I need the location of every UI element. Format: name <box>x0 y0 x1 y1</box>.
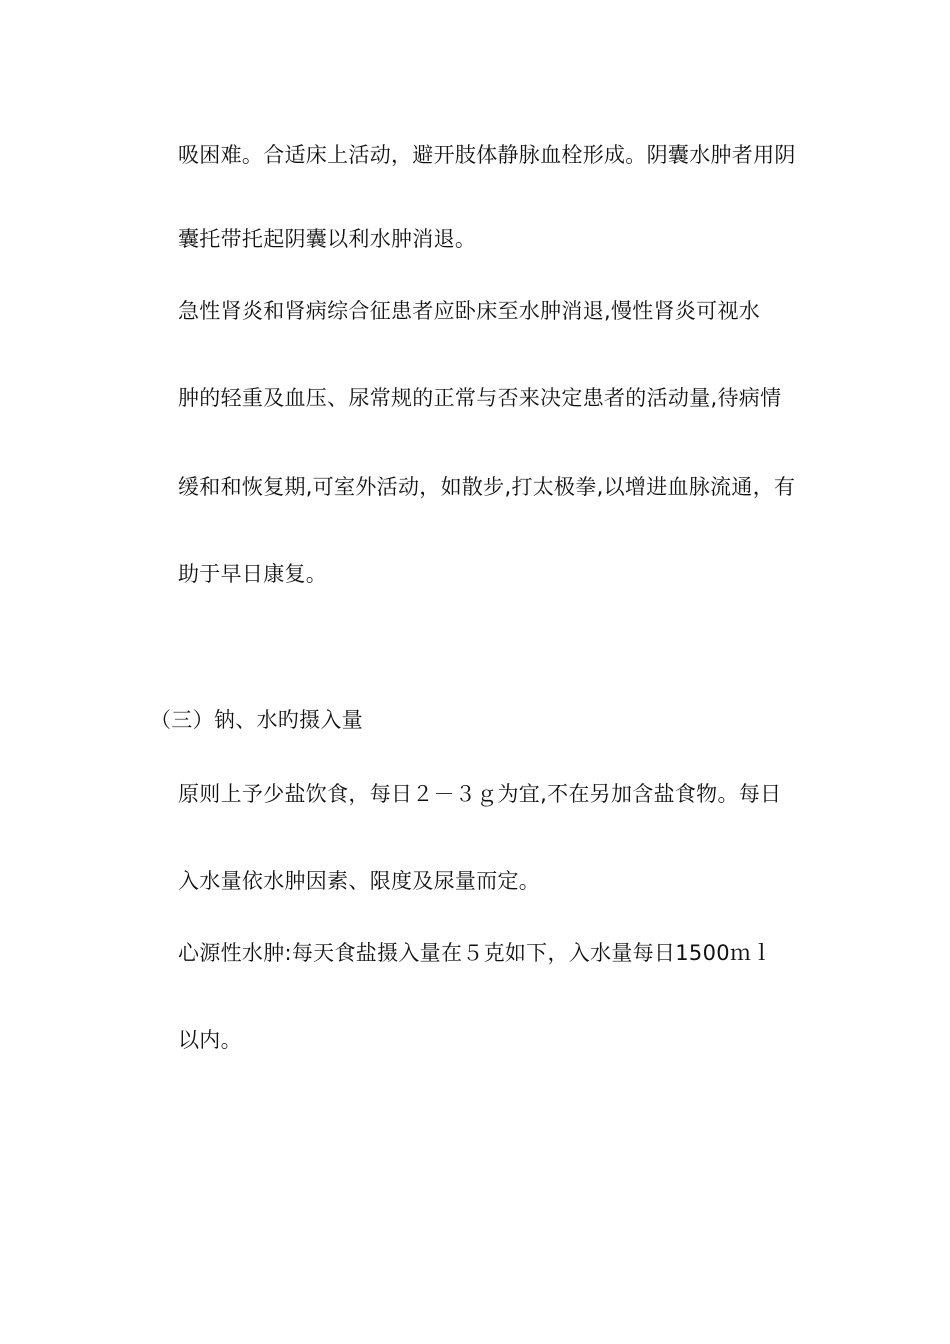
paragraph-line-5: 缓和和恢复期,可室外活动，如散步,打太极拳,以增进血脉流通，有 <box>178 475 796 499</box>
section-heading: （三）钠、水旳摄入量 <box>150 708 363 732</box>
section-line-2: 入水量依水肿因素、限度及尿量而定。 <box>178 869 541 893</box>
section-line-3: 心源性水肿:每天食盐摄入量在５克如下，入水量每日1500ｍｌ <box>178 941 773 965</box>
paragraph-line-6: 助于早日康复。 <box>178 562 328 586</box>
section-line-1: 原则上予少盐饮食，每日２－３ｇ为宜,不在另加含盐食物。每日 <box>178 782 782 806</box>
paragraph-line-2: 囊托带托起阴囊以利水肿消退。 <box>178 227 477 251</box>
paragraph-line-4: 肿的轻重及血压、尿常规的正常与否来决定患者的活动量,待病情 <box>178 386 782 410</box>
section-line-4: 以内。 <box>178 1028 242 1052</box>
paragraph-line-1: 吸困难。合适床上活动，避开肢体静脉血栓形成。阴囊水肿者用阴 <box>178 143 796 167</box>
paragraph-line-3: 急性肾炎和肾病综合征患者应卧床至水肿消退,慢性肾炎可视水 <box>178 299 761 323</box>
